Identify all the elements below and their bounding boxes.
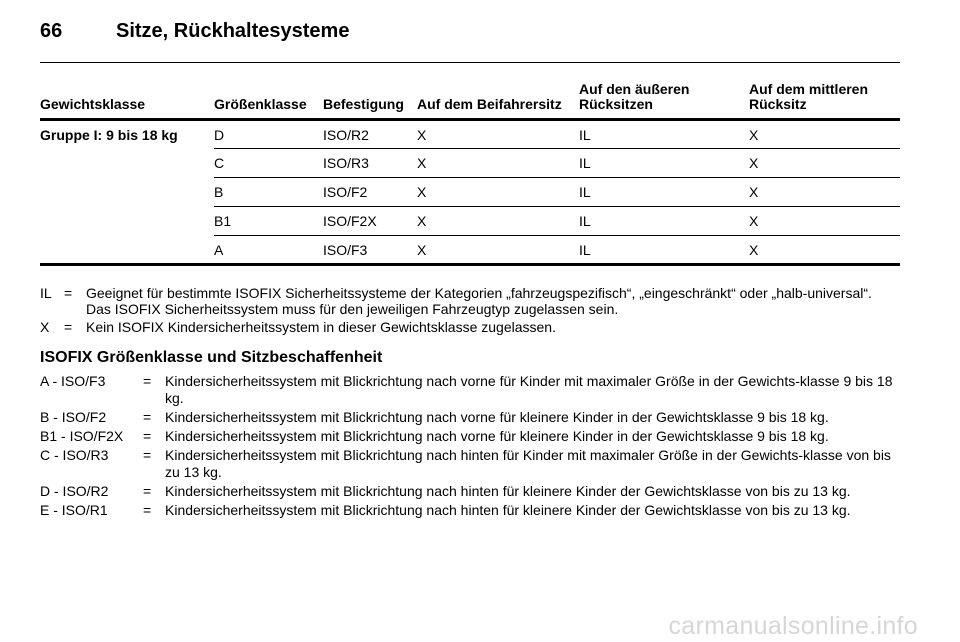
definition-equals: = xyxy=(143,447,152,463)
table-cell: B1 xyxy=(214,207,323,236)
table-cell: X xyxy=(749,207,900,236)
definition-text: Kindersicherheitssystem mit Blickrichtung nach hinten für Kinder mit maximaler Größe in der Gewichts-klasse von bis zu 13 kg. xyxy=(165,447,891,480)
page-header xyxy=(40,20,349,43)
definition-text: Kindersicherheitssystem mit Blickrichtung nach hinten für kleinere Kinder der Gewichtsklasse von bis zu 13 kg. xyxy=(165,502,851,518)
definition-equals: = xyxy=(143,409,152,425)
table-cell: A xyxy=(214,236,323,265)
definition-equals: = xyxy=(143,502,152,518)
table-cell: ISO/F2 xyxy=(323,178,417,207)
definition-key: D - ISO/R2 xyxy=(40,483,109,499)
table-legend xyxy=(40,285,900,337)
definition-key: C - ISO/R3 xyxy=(40,447,109,463)
table-cell: X xyxy=(417,178,579,207)
legend-key: X xyxy=(40,319,50,335)
table-cell: IL xyxy=(579,236,749,265)
table-cell: X xyxy=(749,149,900,178)
definition-key: E - ISO/R1 xyxy=(40,502,108,518)
definition-text: Kindersicherheitssystem mit Blickrichtung nach vorne für Kinder mit maximaler Größe in der Gewichts-klasse 9 bis 18 kg. xyxy=(165,373,893,406)
table-cell: X xyxy=(749,120,900,149)
table-cell: X xyxy=(417,120,579,149)
table-cell: ISO/F3 xyxy=(323,236,417,265)
definition-item xyxy=(40,447,900,481)
definition-item xyxy=(40,428,900,445)
page-number: 66 xyxy=(40,20,63,42)
table-cell: ISO/F2X xyxy=(323,207,417,236)
table-cell: B xyxy=(214,178,323,207)
legend-key: IL xyxy=(40,285,52,301)
definition-text: Kindersicherheitssystem mit Blickrichtung nach hinten für kleinere Kinder der Gewichtsklasse von bis zu 13 kg. xyxy=(165,483,851,499)
section-heading: ISOFIX Größenklasse und Sitzbeschaffenheit xyxy=(40,349,383,366)
header-rule xyxy=(40,62,900,63)
definition-text: Kindersicherheitssystem mit Blickrichtung nach vorne für kleinere Kinder in der Gewichtsklasse 9 bis 18 kg. xyxy=(165,409,829,425)
definition-item xyxy=(40,483,900,500)
definition-item xyxy=(40,409,900,426)
table-cell: IL xyxy=(579,120,749,149)
column-header: Auf dem Beifahrersitz xyxy=(417,82,579,120)
column-header: Größenklasse xyxy=(214,82,323,120)
legend-text: Geeignet für bestimmte ISOFIX Sicherheitssysteme der Kategorien „fahrzeugspezifisch“, „eingeschränkt“ oder „halb-universal“. Das ISOFIX Sicherheitssystem muss für den jeweiligen Fahrzeugtyp zugelassen sein. xyxy=(86,285,872,317)
column-header: Auf den äußeren Rücksitzen xyxy=(579,82,749,120)
legend-item xyxy=(40,319,900,335)
table-cell: X xyxy=(749,178,900,207)
definition-key: A - ISO/F3 xyxy=(40,373,106,389)
group-cell: Gruppe I: 9 bis 18 kg xyxy=(40,120,214,265)
table-cell: X xyxy=(417,149,579,178)
definition-equals: = xyxy=(143,373,152,389)
legend-equals: = xyxy=(64,285,73,301)
table-cell: X xyxy=(749,236,900,265)
table-cell: IL xyxy=(579,178,749,207)
legend-text: Kein ISOFIX Kindersicherheitssystem in dieser Gewichtsklasse zugelassen. xyxy=(86,319,556,335)
definition-equals: = xyxy=(143,428,152,444)
column-header: Gewichtsklasse xyxy=(40,82,214,120)
legend-equals: = xyxy=(64,319,73,335)
definition-equals: = xyxy=(143,483,152,499)
definition-key: B1 - ISO/F2X xyxy=(40,428,124,444)
isofix-table xyxy=(40,82,900,266)
table-cell: X xyxy=(417,207,579,236)
page-title: Sitze, Rückhaltesysteme xyxy=(116,20,350,42)
definition-item xyxy=(40,373,900,407)
table-cell: ISO/R3 xyxy=(323,149,417,178)
definition-key: B - ISO/F2 xyxy=(40,409,107,425)
definition-item xyxy=(40,502,900,519)
table-cell: D xyxy=(214,120,323,149)
table-cell: IL xyxy=(579,207,749,236)
legend-item xyxy=(40,285,900,317)
table-cell: C xyxy=(214,149,323,178)
table-cell: X xyxy=(417,236,579,265)
size-class-definitions xyxy=(40,373,900,521)
table-cell: ISO/R2 xyxy=(323,120,417,149)
table-cell: IL xyxy=(579,149,749,178)
table-row xyxy=(40,120,900,149)
column-header: Befestigung xyxy=(323,82,417,120)
column-header: Auf dem mittleren Rücksitz xyxy=(749,82,900,120)
watermark: carmanualsonline.info xyxy=(668,612,918,640)
table-header-row xyxy=(40,82,900,120)
definition-text: Kindersicherheitssystem mit Blickrichtung nach vorne für kleinere Kinder in der Gewichtsklasse 9 bis 18 kg. xyxy=(165,428,829,444)
